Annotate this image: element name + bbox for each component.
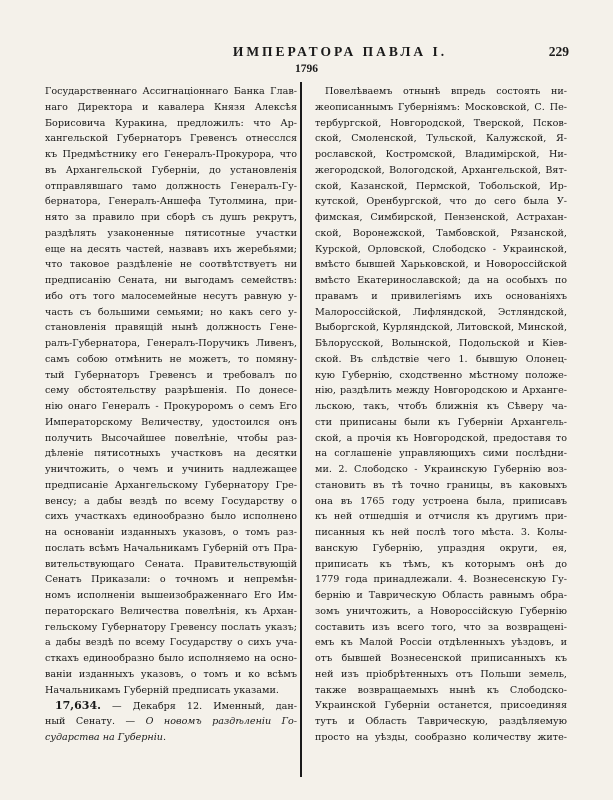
line-text: номъ исполненіи вышеизображеннаго Его Им- [45,590,297,601]
text-line [315,730,567,746]
text-line [45,163,297,179]
line-text: еще на десять частей, назвавъ ихъ жеребьями; [45,243,297,255]
line-text: 1779 года принадлежали. 4. Вознесенскую Гу- [315,574,567,586]
line-text: бернатора, Генералъ-Аншефа Тутолмина, при- [45,196,297,208]
text-line [315,635,567,651]
right-column [315,84,567,746]
line-text: гельскому Губернатору Гревенсу послать указъ; [45,621,297,633]
line-text: Малороссійской, Лифляндской, Эстляндской, [315,306,567,318]
text-line [315,446,567,462]
text-line [315,163,567,179]
text-line [315,415,567,431]
line-text: тый Губернаторъ Гревенсъ и требовалъ по [45,369,297,381]
text-line [315,478,567,494]
line-text: ней изъ пріобрѣтенныхъ отъ Польши земель, [315,668,567,680]
line-text: нію онаго Генералъ - Прокуроромъ о семъ Его [45,401,297,412]
text-line [315,352,567,368]
line-text: часть съ большими семьями; но какъ сего у- [45,306,297,318]
line-text: ской, Воронежской, Тамбовской, Рязанской, [315,227,567,239]
italic-title: сударства на Губерніи. [45,731,166,743]
line-text: дѣленіе пятисотныхъ участковъ на десятки [45,448,297,460]
text-line [45,683,297,699]
text-line [45,305,297,321]
text-line [315,509,567,525]
text-line [315,714,567,730]
text-line [45,368,297,384]
line-text: тутъ и Область Таврическую, раздѣляемую [315,716,567,727]
text-line [45,541,297,557]
text-line [45,604,297,620]
text-line [315,194,567,210]
line-text: приписать къ тѣмъ, къ которымъ онѣ до [315,558,567,570]
line-text: получить Высочайшее повелѣніе, чтобы раз- [45,432,297,444]
column-divider [300,82,302,777]
text-line [45,289,297,305]
text-line [45,84,297,100]
line-text: ператорскаго Величества повелѣнія, къ Архан- [45,605,297,617]
line-text: къ ней отшедшія и отчисля къ другимъ при- [315,511,567,523]
line-text: нято за правило при сборѣ съ душъ рекрутъ, [45,212,297,223]
line-text: отъ бывшей Вознесенской приписанныхъ къ [315,653,567,664]
text-line [45,320,297,336]
line-text: Государственнаго Ассигнаціоннаго Банка Глав- [45,86,297,97]
line-text: она въ 1765 году устроена была, приписавъ [315,495,567,507]
text-line [315,541,567,557]
text-line [315,431,567,447]
line-text: писанныя къ ней послѣ того мѣста. 3. Колы- [315,527,567,538]
line-text: — Декабря 12. Именный, дан- [100,701,297,713]
line-text: вительствующаго Сената. Правительствующій [45,558,297,570]
line-text: сткахъ единообразно было исполняемо на осно- [45,653,297,664]
text-line [45,210,297,226]
line-text: вмѣсто Екатеринославской; да на особыхъ по [315,275,567,286]
text-line [315,226,567,242]
line-text: Борисовича Куракина, предложилъ: что Ар- [45,117,297,129]
text-line [45,446,297,462]
line-text: ской, Казанской, Пермской, Тобольской, Ир- [315,180,567,192]
text-line [315,257,567,273]
text-line [45,352,297,368]
text-line [315,210,567,226]
text-line [315,620,567,636]
text-line [45,431,297,447]
line-text: раздѣлять узаконенные пятисотные участки [45,227,297,239]
line-text: ской. Въ слѣдствіе чего 1. бывшую Олонец- [315,353,567,365]
line-text: уничтожить, о чемъ и учинить надлежащее [45,464,297,475]
text-line [45,415,297,431]
text-line [315,572,567,588]
line-text: рославской, Костромской, Владимірской, Ни- [315,149,567,160]
line-text: также возвращаемыхъ нынѣ къ Слободско- [315,684,567,696]
line-text: ный Сенату. — [45,716,146,727]
text-line [45,730,297,746]
text-line [45,194,297,210]
text-line [315,242,567,258]
text-line [315,100,567,116]
text-line [45,478,297,494]
text-line [315,179,567,195]
line-text: тербургской, Новгородской, Тверской, Псков- [315,117,567,129]
text-line [315,462,567,478]
text-line [45,494,297,510]
text-line [45,399,297,415]
text-line [45,336,297,352]
text-line [45,509,297,525]
line-text: сихъ участкахъ единообразно было исполнено [45,511,297,523]
line-text: фимская, Симбирской, Пензенской, Астрахан- [315,212,567,223]
text-line [315,368,567,384]
left-column [45,84,297,746]
line-text: кую Губернію, сходственно мѣстному положе- [315,369,567,381]
line-text: жеописаннымъ Губерніямъ: Московской, С. Пе- [315,101,567,113]
line-text: къ Предмѣстнику его Генералъ-Прокурора, что [45,149,297,160]
text-line [45,179,297,195]
text-line [315,525,567,541]
line-text: Выборгской, Курляндской, Литовской, Минской, [315,322,567,334]
text-line [315,131,567,147]
text-line [45,226,297,242]
text-line [45,651,297,667]
line-text: Повелѣваемъ отнынѣ впредь состоять ни- [325,86,567,97]
text-line [315,273,567,289]
text-line [315,320,567,336]
line-text: Украинской Губерніи останется, присоединяя [315,700,567,712]
line-text: ской, Смоленской, Тульской, Калужской, Я- [315,133,567,145]
text-line [45,667,297,683]
line-text: венсу; а дабы вездѣ по всему Государству о [45,495,297,507]
text-line [45,525,297,541]
header-title: ИМПЕРАТОРА ПАВЛА I. [232,44,448,59]
line-text: жегородской, Вологодской, Архангельской, Вят- [315,164,567,176]
line-text: а дабы вездѣ по всему Государству о сихъ уча- [45,637,297,649]
line-text: нію, раздѣлить между Новгородскою и Арханге- [315,385,567,397]
text-line [45,147,297,163]
line-text: льскою, такъ, чтобъ ближнія къ Сѣверу ча- [315,401,567,412]
text-line [315,147,567,163]
line-text: на соглашеніе управляющихъ сими послѣдни- [315,448,567,460]
text-line [315,399,567,415]
year-heading: 1796 [295,63,318,75]
line-text: хангельской Губернаторъ Гревенсъ отнесслся [45,133,297,145]
line-text: кутской, Оренбургской, что до сего была У- [315,196,567,208]
text-line [315,588,567,604]
line-text: Начальникамъ Губерній предписать указами. [45,684,279,696]
line-text: правамъ и привилегіямъ ихъ основаніяхъ [315,290,567,302]
line-text: ваніи изданныхъ указовъ, о томъ и ко всѣмъ [45,668,297,680]
line-text: сему обстоятельству разрѣшенія. По донесе- [45,385,297,397]
text-line [45,620,297,636]
page-number: 229 [548,44,569,59]
text-line [315,383,567,399]
text-line [45,462,297,478]
text-line [45,383,297,399]
line-text: Сенатъ Приказали: о точномъ и непремѣн- [45,574,297,586]
text-line [45,714,297,730]
running-header [0,44,613,64]
line-text: ралъ-Губернатора, Генералъ-Поручикъ Ливенъ, [45,338,297,349]
text-line [45,698,297,714]
line-text: Бѣлорусской, Волынской, Подольской и Кіев- [315,338,567,349]
line-text: ванскую Губернію, упраздня округи, ея, [315,542,567,554]
entry-number: 17,634. [55,699,101,713]
text-line [45,635,297,651]
line-text: послать всѣмъ Начальникамъ Губерній отъ Пра- [45,542,297,554]
line-text: емъ къ Малой Россіи отдѣленныхъ уѣздовъ, и [315,637,567,649]
text-line [45,116,297,132]
line-text: просто на уѣзды, сообразно количеству жите- [315,731,567,743]
text-line [315,557,567,573]
text-line [315,667,567,683]
text-line [315,289,567,305]
line-text: отправлявшаго тамо должность Генералъ-Гу- [45,180,297,192]
text-line [45,257,297,273]
text-line [315,305,567,321]
line-text: ми. 2. Слободско - Украинскую Губернію воз- [315,464,567,475]
line-text: зомъ уничтожить, а Новороссійскую Губернію [315,605,567,617]
text-line [45,100,297,116]
line-text: ибо отъ того малосемейные несутъ равную у- [45,290,297,302]
line-text: бернію и Таврическую Область равнымъ обра- [315,590,567,601]
text-line [315,84,567,100]
line-text: на основаніи изданныхъ указовъ, о томъ раз- [45,527,297,538]
line-text: Курской, Орловской, Слободско - Украинской, [315,243,567,255]
line-text: что таковое раздѣленіе не соотвѣтствуетъ ни [45,259,297,271]
text-line [315,651,567,667]
text-line [45,572,297,588]
line-text: ской, а прочія къ Новгородской, предоставя то [315,432,567,444]
text-line [45,273,297,289]
line-text: въ Архангельской Губерніи, до установленія [45,164,297,176]
line-text: предписанію Сената, ни выгодамъ семействъ: [45,275,297,286]
text-line [45,242,297,258]
line-text: становить въ тѣ точно границы, въ каковыхъ [315,479,567,491]
text-line [315,698,567,714]
line-text: самъ собою отмѣнить не можетъ, то помяну- [45,353,297,365]
text-line [45,557,297,573]
text-line [45,131,297,147]
line-text: Императорскому Величеству, удостоился онъ [45,416,297,428]
line-text: становленія правящій нынѣ должность Гене- [45,322,297,334]
text-line [315,604,567,620]
text-line [315,336,567,352]
line-text: наго Директора и кавалера Князя Алексѣя [45,101,297,113]
line-text: сти приписаны были къ Губерніи Архангель- [315,416,567,428]
text-line [315,116,567,132]
line-text: вмѣсто бывшей Харьковской, и Новороссійской [315,259,567,271]
text-line [45,588,297,604]
text-line [315,494,567,510]
line-text: составить изъ всего того, что за возвращені- [315,621,567,633]
text-line [315,683,567,699]
italic-title: О новомъ раздѣленіи Го- [145,716,297,727]
line-text: предписаніе Архангельскому Губернатору Гре- [45,479,297,491]
